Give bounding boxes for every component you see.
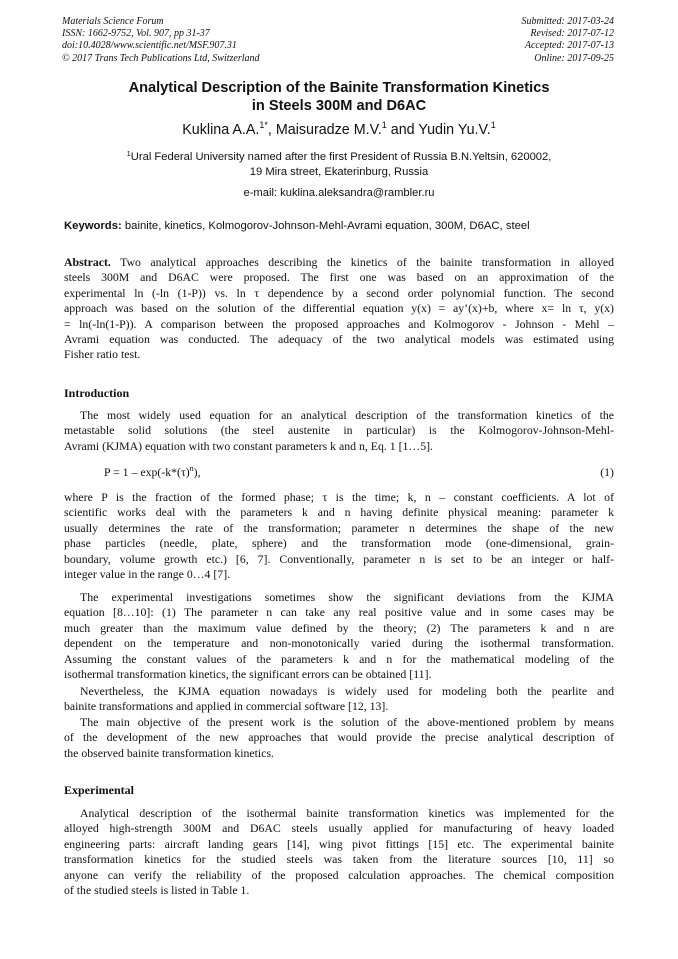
author-3-affiliation-mark: 1	[490, 120, 496, 130]
journal-doi: doi:10.4028/www.scientific.net/MSF.907.31	[62, 40, 237, 52]
date-online: Online: 2017-09-25	[534, 52, 614, 64]
paragraph-line: equation [8…10]: (1) The parameter n can take any real positive value and in some cases may be	[64, 605, 614, 620]
keywords	[64, 219, 616, 233]
paragraph-line: usually determines the rate of the transformation; parameter n determines the shape of the new	[64, 520, 614, 535]
paragraph-line: of the development of the new approaches that would provide the precise analytical description of	[64, 730, 614, 745]
paragraph-line: where P is the fraction of the formed phase; τ is the time; k, n – constant coefficients. A lot of	[64, 490, 614, 504]
author-separator: ,	[267, 122, 276, 138]
author-list	[0, 121, 678, 139]
paragraph-line: metastable solid solutions (the steel austenite in particular) is the Kolmogorov-Johnson-Mehl-	[64, 423, 614, 438]
contact-email[interactable]: e-mail: kuklina.aleksandra@rambler.ru	[243, 187, 435, 199]
paragraph-line: phase particles (needle, plate, sphere) and the transformation mode (one-dimensional, grain-	[64, 536, 614, 551]
intro-paragraph-2	[64, 490, 614, 582]
section-heading-experimental: Experimental	[64, 783, 134, 797]
intro-paragraph-3	[64, 590, 614, 682]
equation-rhs: ),	[193, 465, 201, 479]
paragraph-line: of the studied steels is listed in Table 1.	[64, 883, 250, 898]
journal-name: Materials Science Forum	[62, 16, 164, 27]
title-line-1: Analytical Description of the Bainite Transformation Kinetics	[128, 80, 550, 96]
experimental-paragraph-1	[64, 806, 614, 898]
section-heading-introduction: Introduction	[64, 386, 130, 400]
paragraph-line: Analytical description of the isothermal bainite transformation kinetics was implemented for the	[80, 806, 614, 820]
journal-copyright: © 2017 Trans Tech Publications Ltd, Switzerland	[62, 52, 260, 64]
author-1-affiliation-mark: 1*	[259, 120, 268, 130]
paragraph-line: engineering parts: aircraft landing gears [14], wing pivot fittings [15] etc. The experimental bainite	[64, 836, 614, 851]
journal-info	[62, 16, 260, 65]
journal-issn: ISSN: 1662-9752, Vol. 907, pp 31-37	[62, 28, 210, 40]
equation-number: (1)	[600, 465, 614, 479]
abstract-line: Fisher ratio test.	[64, 347, 141, 362]
abstract-line: = ln(-ln(1-P)). A comparison between the proposed approaches and Kolmogorov - Johnson - Mehl –	[64, 316, 614, 331]
affiliation-line-1: Ural Federal University named after the first President of Russia B.N.Yeltsin, 620002,	[130, 151, 552, 163]
paragraph-line: Assuming the constant values of the parameters k and n for the mathematical modeling of the	[64, 651, 614, 666]
paragraph-line: Nevertheless, the KJMA equation nowadays is widely used for modeling both the pearlite and	[80, 684, 614, 698]
affiliation	[0, 150, 678, 179]
paragraph-line: alloyed high-strength 300M and D6AC steels usually applied for manufacturing of heavy loaded	[64, 821, 614, 836]
submission-dates	[522, 16, 615, 65]
equation-exponent: n	[189, 464, 194, 473]
paragraph-line: The main objective of the present work is the solution of the above-mentioned problem by means	[80, 715, 614, 729]
paragraph-line: scientific works deal with the parameters k and n having definite physical meaning: parameter k	[64, 505, 614, 520]
author-1: Kuklina A.A.	[182, 122, 260, 138]
abstract-line: Avrami equation was conducted. The adequacy of the two analytical models was estimated using	[64, 332, 614, 347]
paragraph-line: bainite transformations and applied in commercial software [12, 13].	[64, 699, 389, 714]
paragraph-line: integer value in the range 0…4 [7].	[64, 567, 231, 582]
author-2: Maisuradze M.V.	[275, 122, 382, 138]
paragraph-line: Avrami (KJMA) equation with two constant parameters k and n, Eq. 1 [1…5].	[64, 438, 434, 453]
paragraph-line: isothermal transformation kinetics, the significant errors can be obtained [11].	[64, 667, 432, 682]
intro-paragraph-4	[64, 684, 614, 715]
abstract-line: experimental ln (-ln (1-P)) vs. ln τ dependence by a second order polynomial function. The second	[64, 285, 614, 300]
affiliation-line-2: 19 Mira street, Ekaterinburg, Russia	[249, 165, 429, 178]
author-separator: and	[386, 122, 419, 138]
abstract	[64, 255, 614, 363]
keywords-label: Keywords:	[64, 220, 122, 232]
date-submitted: Submitted: 2017-03-24	[521, 16, 614, 27]
abstract-line: Two analytical approaches describing the kinetics of the bainite transformation in alloyed	[110, 255, 614, 269]
intro-paragraph-1	[64, 408, 614, 454]
paragraph-line: The experimental investigations sometimes show the significant deviations from the KJMA	[80, 590, 614, 604]
keywords-text: bainite, kinetics, Kolmogorov-Johnson-Mehl-Avrami equation, 300M, D6AC, steel	[121, 220, 530, 232]
paragraph-line: dependent on the temperature and non-monotonically varied during the isothermal transformation.	[64, 636, 614, 651]
author-2-affiliation-mark: 1	[381, 120, 387, 130]
equation-lhs: P = 1 – exp(-k*(τ)	[104, 465, 190, 479]
abstract-label: Abstract.	[64, 255, 111, 269]
equation-1	[104, 465, 614, 480]
paper-title	[0, 79, 678, 115]
affiliation-mark: 1	[126, 149, 131, 158]
paragraph-line: much greater than the maximum value defined by the theory; (2) The parameters k and n are	[64, 620, 614, 635]
paragraph-line: transformation kinetics for the studied steels was taken from the literature sources [10, 11] so	[64, 852, 614, 867]
paragraph-line: the observed bainite transformation kinetics.	[64, 745, 274, 760]
abstract-line: approach was based on the solution of the differential equation y(x) = ay’(x)+b, where x= ln τ, y(x)	[64, 301, 614, 316]
paragraph-line: boundary, volume growth etc.) [6, 7]. Conventionally, parameter n is set to be an integer or half-	[64, 551, 614, 566]
paragraph-line: anyone can verify the reliability of the proposed calculation approaches. The chemical composition	[64, 867, 614, 882]
date-revised: Revised: 2017-07-12	[530, 28, 614, 40]
date-accepted: Accepted: 2017-07-13	[524, 40, 614, 52]
intro-paragraph-5	[64, 715, 614, 761]
abstract-line: steels 300M and D6AC were proposed. The first one was based on an approximation of the	[64, 270, 614, 285]
author-3: Yudin Yu.V.	[418, 122, 491, 138]
title-line-2: in Steels 300M and D6AC	[251, 98, 427, 114]
paragraph-line: The most widely used equation for an analytical description of the transformation kinetics of the	[80, 408, 614, 422]
